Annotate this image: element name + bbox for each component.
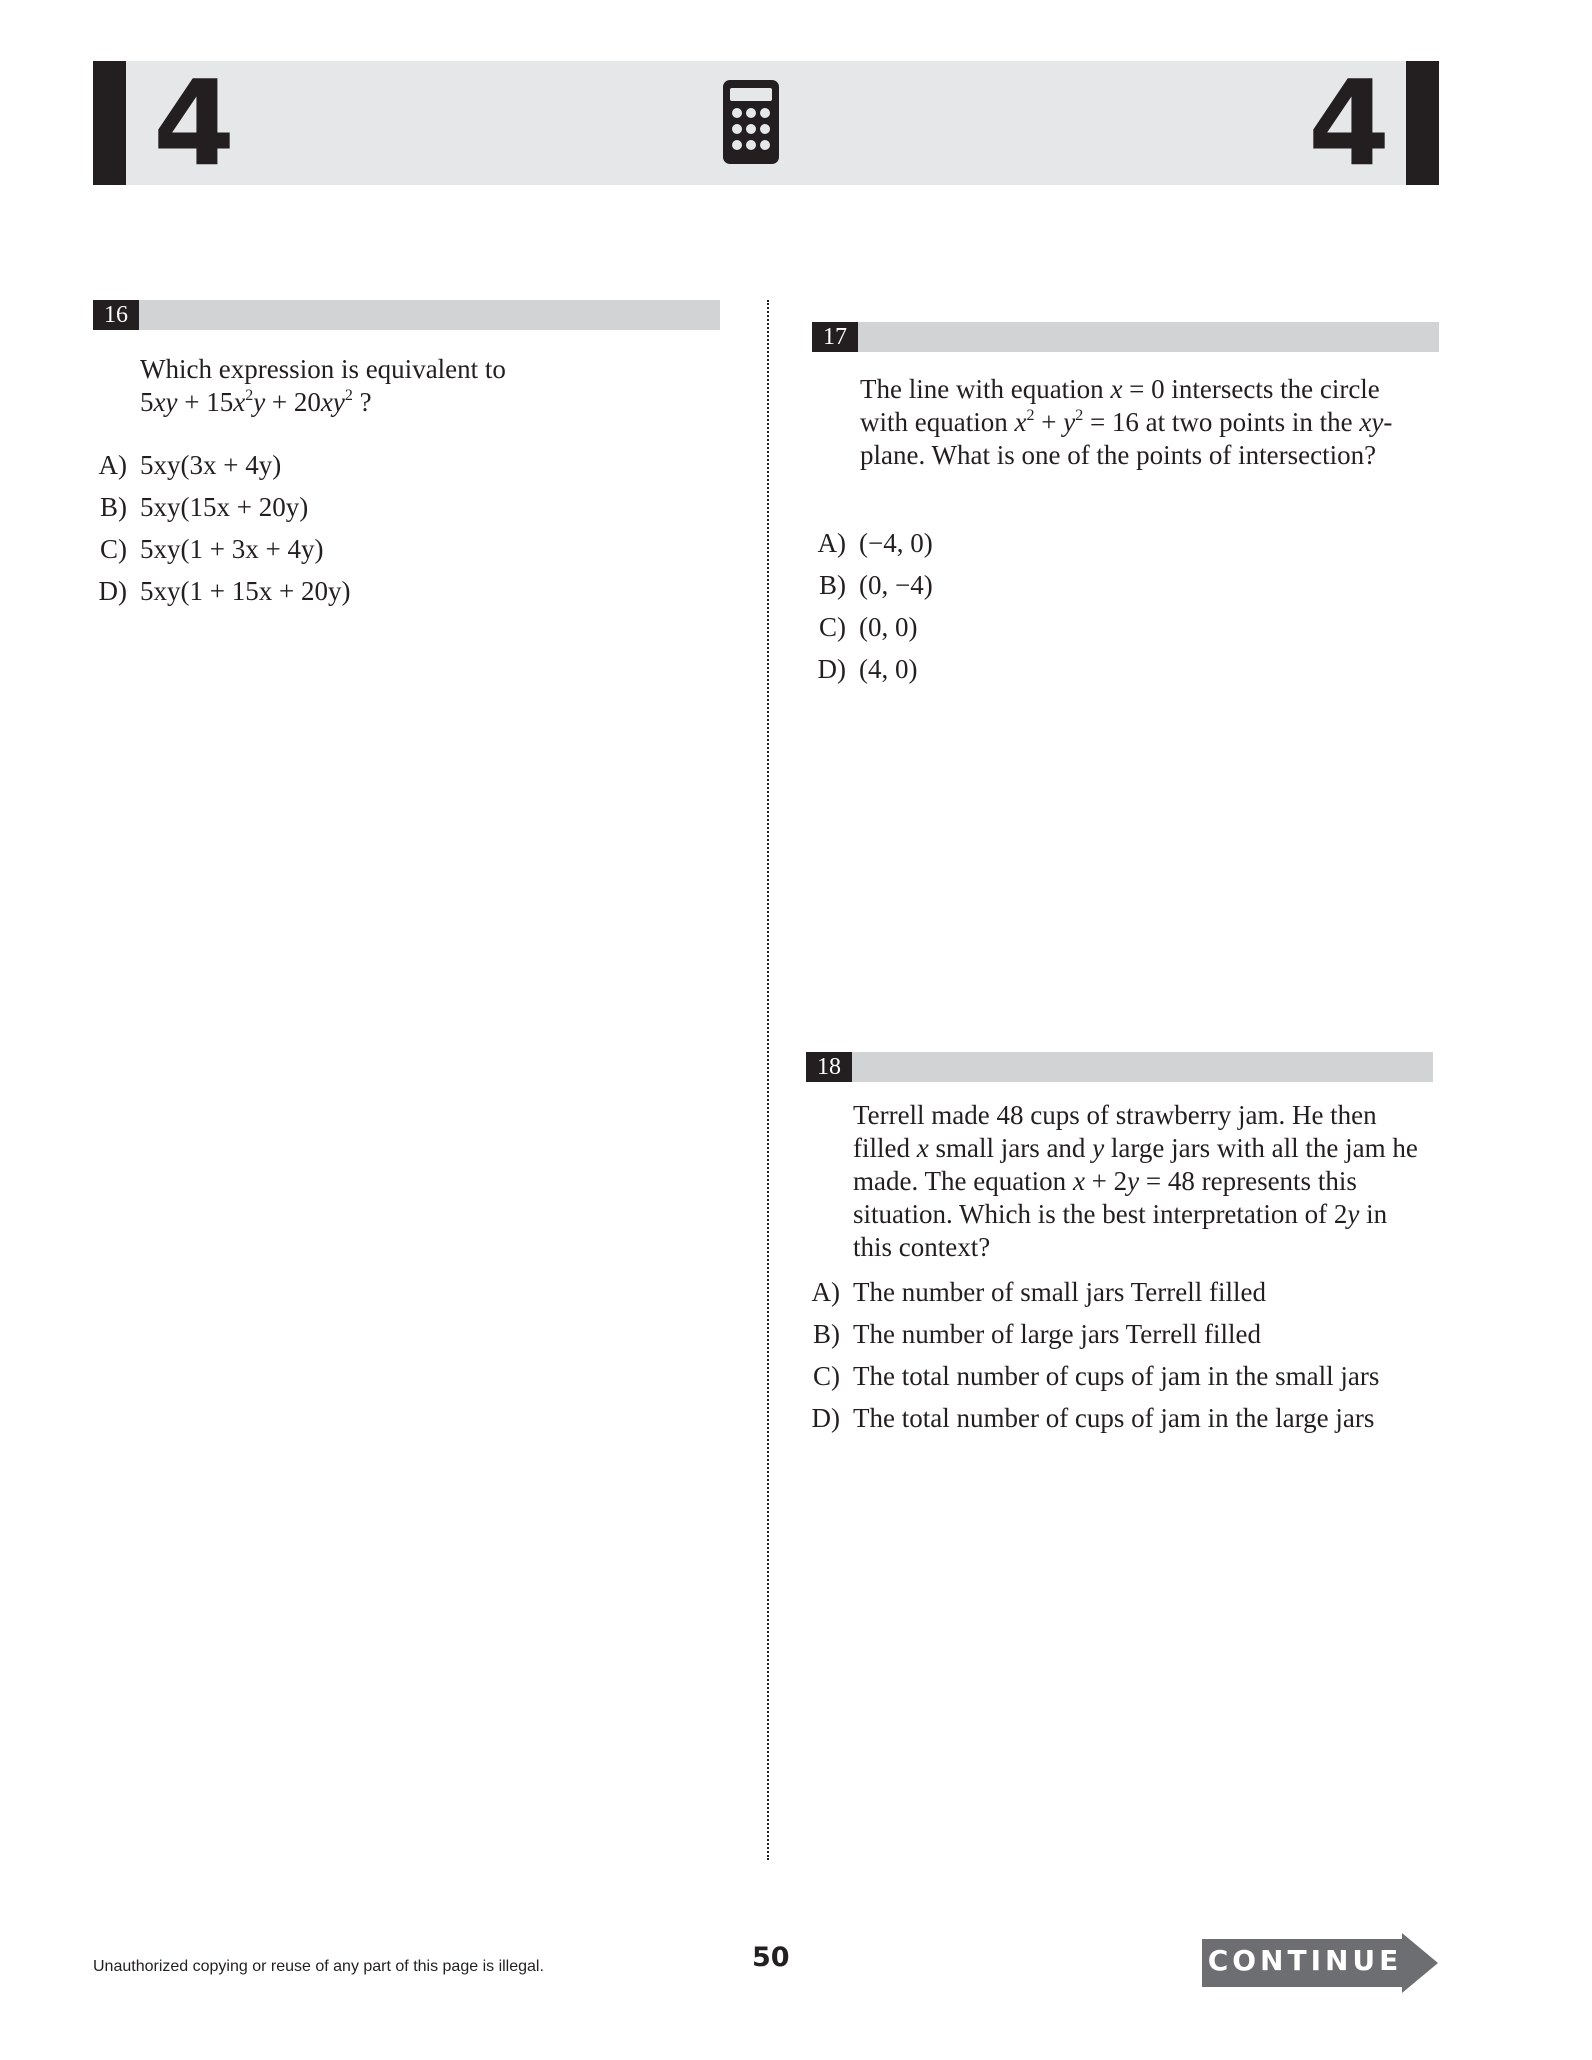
section-header-left-bar xyxy=(93,61,126,185)
question-16-prompt: Which expression is equivalent to xyxy=(140,354,506,384)
choice-letter: B) xyxy=(819,569,846,600)
answer-choice[interactable] xyxy=(806,1271,1379,1313)
copyright-notice: Unauthorized copying or reuse of any part of this page is illegal. xyxy=(93,1958,544,1975)
answer-choice[interactable] xyxy=(806,1397,1379,1439)
answer-choice[interactable] xyxy=(93,486,350,528)
choice-letter: A) xyxy=(817,527,846,558)
page-number: 50 xyxy=(752,1942,790,1973)
question-18-prompt: Terrell made 48 cups of strawberry jam. He then filled x small jars and y large jars with all the jam he made. The equation x + 2y = 48 represents this situation. Which is the best interpretation of 2y in this context? xyxy=(853,1100,1418,1262)
question-number: 18 xyxy=(806,1052,852,1082)
choice-text: (0, −4) xyxy=(859,569,933,600)
choice-letter: D) xyxy=(811,1402,840,1433)
choice-text: 5xy(1 + 15x + 20y) xyxy=(140,575,351,606)
question-16-stem xyxy=(140,353,700,419)
choice-letter: A) xyxy=(98,449,127,480)
question-number: 17 xyxy=(812,322,858,352)
answer-choice[interactable] xyxy=(812,564,933,606)
choice-letter: A) xyxy=(811,1276,840,1307)
question-16-choices xyxy=(93,444,350,612)
calculator-icon xyxy=(721,78,781,166)
question-18-header xyxy=(806,1052,1433,1082)
section-header-right-bar xyxy=(1406,61,1439,185)
question-18-choices xyxy=(806,1271,1379,1439)
choice-text: The number of large jars Terrell filled xyxy=(853,1318,1261,1349)
answer-choice[interactable] xyxy=(812,606,933,648)
choice-letter: D) xyxy=(817,653,846,684)
question-17-header xyxy=(812,322,1439,352)
choice-letter: C) xyxy=(100,533,127,564)
answer-choice[interactable] xyxy=(806,1355,1379,1397)
choice-letter: D) xyxy=(98,575,127,606)
question-16-expression: $5xy + 15x^2y + 20xy^2$ ? xyxy=(140,387,372,417)
choice-text: (4, 0) xyxy=(859,653,918,684)
answer-choice[interactable] xyxy=(812,648,933,690)
question-17-stem xyxy=(860,373,1430,472)
choice-text: The total number of cups of jam in the large jars xyxy=(853,1402,1375,1433)
answer-choice[interactable] xyxy=(812,522,933,564)
choice-text: The number of small jars Terrell filled xyxy=(853,1276,1266,1307)
question-number: 16 xyxy=(93,300,139,330)
choice-letter: B) xyxy=(100,491,127,522)
choice-text: The total number of cups of jam in the small jars xyxy=(853,1360,1380,1391)
choice-text: (0, 0) xyxy=(859,611,918,642)
answer-choice[interactable] xyxy=(93,570,350,612)
question-18-stem xyxy=(853,1099,1433,1264)
answer-choice[interactable] xyxy=(806,1313,1379,1355)
choice-text: (−4, 0) xyxy=(859,527,933,558)
section-number-left: 4 xyxy=(153,54,236,192)
choice-letter: B) xyxy=(813,1318,840,1349)
answer-choice[interactable] xyxy=(93,444,350,486)
section-number-right: 4 xyxy=(1308,54,1391,192)
column-divider xyxy=(767,300,769,1860)
answer-choice[interactable] xyxy=(93,528,350,570)
question-16-header xyxy=(93,300,720,330)
question-17-choices xyxy=(812,522,933,690)
choice-text: 5xy(15x + 20y) xyxy=(140,491,309,522)
choice-text: 5xy(3x + 4y) xyxy=(140,449,282,480)
choice-letter: C) xyxy=(819,611,846,642)
continue-button[interactable]: CONTINUE xyxy=(1207,1944,1403,1977)
choice-letter: C) xyxy=(813,1360,840,1391)
question-17-prompt: The line with equation x = 0 intersects the circle with equation $x^2 + y^2 = 16$ at two points in the xy- plane. What is one of the points of intersection? xyxy=(860,374,1393,470)
choice-text: 5xy(1 + 3x + 4y) xyxy=(140,533,324,564)
